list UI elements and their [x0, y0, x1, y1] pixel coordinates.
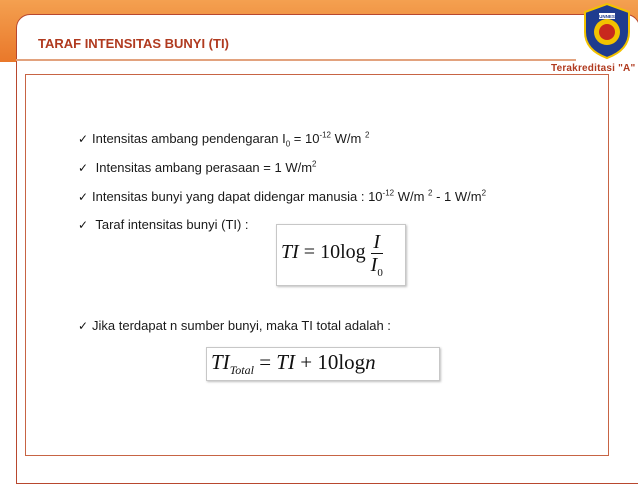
bullet-item-audible-range: ✓ Intensitas bunyi yang dapat didengar manusia : $10^{-12}$ W/m $^2$ - 1 $W/m^2$ [78, 188, 487, 204]
bullet-item-ti-total: ✓ Jika terdapat n sumber bunyi, maka TI total adalah : [78, 318, 391, 333]
bullet-item-ti-definition: ✓ Taraf intensitas bunyi (TI) : [78, 217, 249, 232]
page-title: TARAF INTENSITAS BUNYI (TI) [38, 36, 229, 51]
formula-ti: TI = 10log $\frac{I}{I_0}$ [276, 224, 406, 286]
check-icon: ✓ [78, 161, 89, 175]
logo-text: UNNES [599, 14, 615, 19]
fraction: $\frac{I}{I_0}$ [370, 231, 383, 279]
university-logo-icon [582, 2, 632, 60]
check-icon: ✓ [78, 218, 89, 232]
check-icon: ✓ [78, 190, 89, 204]
check-icon: ✓ [78, 132, 89, 146]
check-icon: ✓ [78, 319, 89, 333]
formula-ti-total: $TI_{Total}$ = TI + 10logn [206, 347, 440, 381]
bullet-item-threshold-feeling: ✓ Intensitas ambang perasaan = 1 $W/m^2$ [78, 159, 317, 175]
bullet-item-threshold-hearing: ✓ Intensitas ambang pendengaran $I_0 = 10^{-12}$ W/m $^2$ [78, 130, 370, 149]
title-divider [16, 59, 576, 61]
accreditation-label: Terakreditasi "A" [551, 63, 636, 74]
